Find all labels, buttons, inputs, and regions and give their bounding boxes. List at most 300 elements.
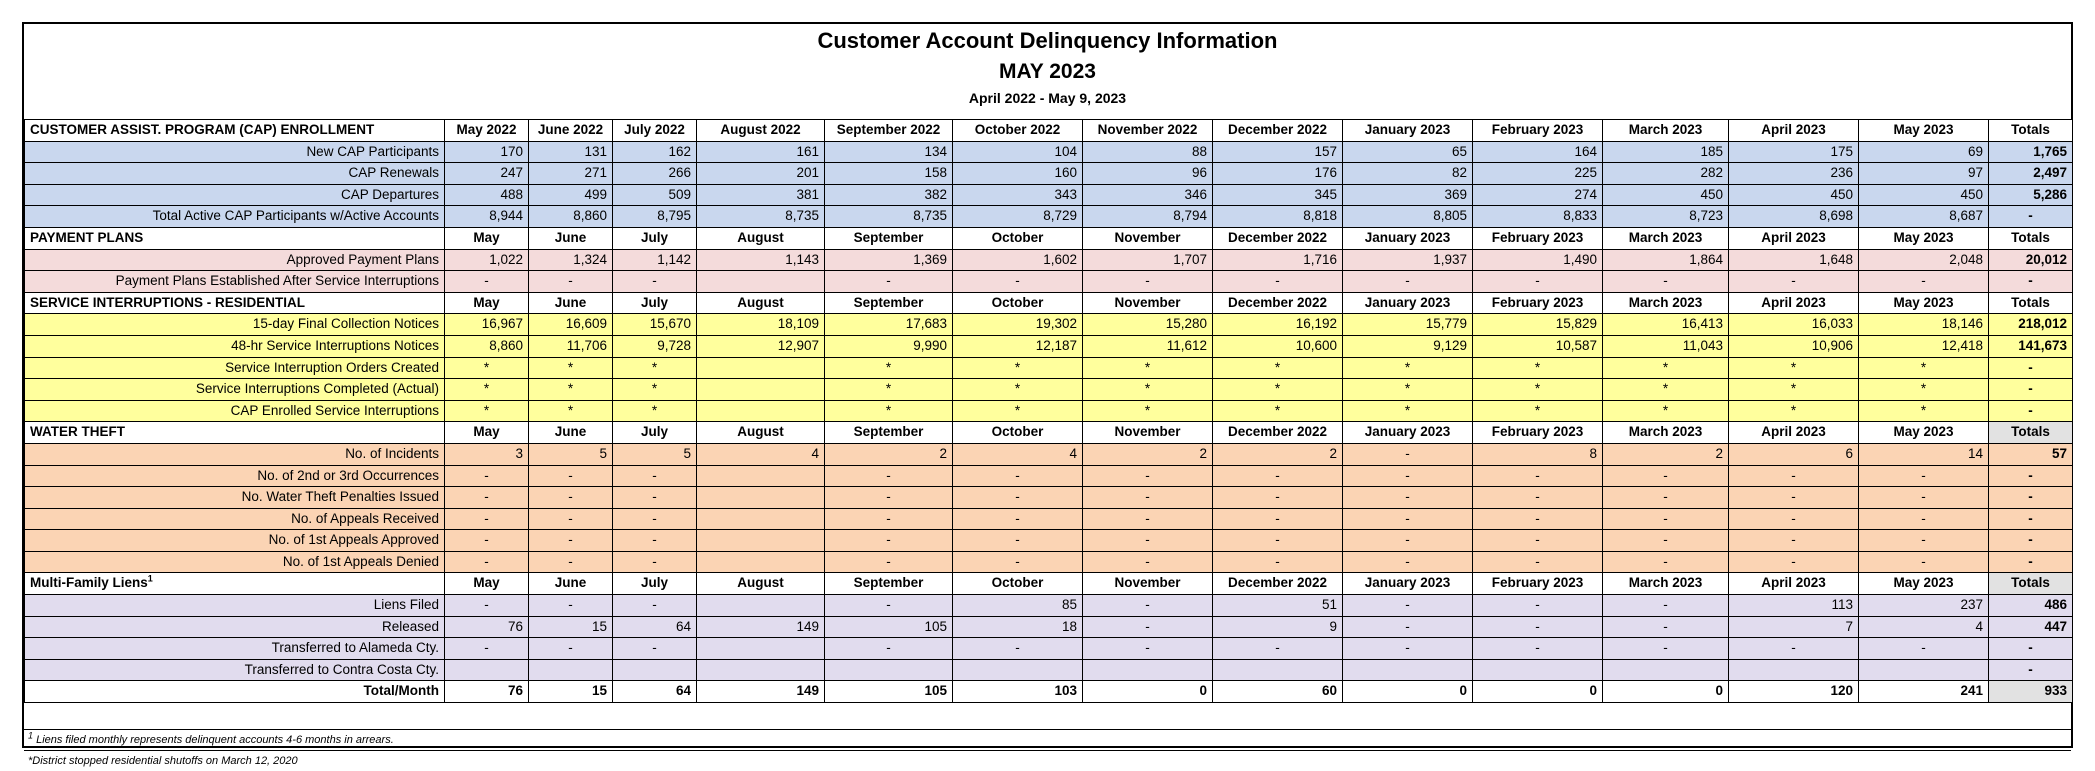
table-cell: * xyxy=(1343,379,1473,401)
table-cell: 201 xyxy=(697,163,825,185)
table-cell: * xyxy=(1859,379,1989,401)
table-cell xyxy=(1083,659,1213,681)
table-cell: - xyxy=(1343,638,1473,660)
table-cell: 8,729 xyxy=(953,206,1083,228)
table-cell: 11,706 xyxy=(529,335,613,357)
column-header: November xyxy=(1083,422,1213,444)
column-header: May xyxy=(445,292,529,314)
row-label: Liens Filed xyxy=(25,595,445,617)
table-cell: 15,280 xyxy=(1083,314,1213,336)
column-header: February 2023 xyxy=(1473,422,1603,444)
total-month-cell: 76 xyxy=(445,681,529,703)
table-cell: * xyxy=(445,357,529,379)
table-cell: * xyxy=(1859,357,1989,379)
column-header: May 2023 xyxy=(1859,422,1989,444)
table-cell: * xyxy=(1729,379,1859,401)
row-label: CAP Renewals xyxy=(25,163,445,185)
column-header: May 2023 xyxy=(1859,292,1989,314)
table-cell xyxy=(697,659,825,681)
table-row xyxy=(25,443,2073,465)
section-header-payment xyxy=(25,227,2073,249)
table-cell: 450 xyxy=(1729,184,1859,206)
row-total: 57 xyxy=(1989,443,2073,465)
table-cell: - xyxy=(825,271,953,293)
table-cell: * xyxy=(1729,357,1859,379)
column-header: May 2023 xyxy=(1859,120,1989,142)
table-cell: * xyxy=(529,400,613,422)
table-cell: - xyxy=(1729,551,1859,573)
column-header: September xyxy=(825,422,953,444)
row-total: 218,012 xyxy=(1989,314,2073,336)
table-cell: 11,612 xyxy=(1083,335,1213,357)
table-cell: - xyxy=(1343,595,1473,617)
table-cell: - xyxy=(1729,638,1859,660)
table-cell: - xyxy=(825,465,953,487)
column-header: August xyxy=(697,227,825,249)
row-total: - xyxy=(1989,487,2073,509)
column-header: January 2023 xyxy=(1343,573,1473,595)
table-cell xyxy=(697,487,825,509)
table-cell: - xyxy=(1343,271,1473,293)
table-cell: - xyxy=(1859,530,1989,552)
table-cell xyxy=(953,659,1083,681)
table-cell: - xyxy=(953,487,1083,509)
table-cell: * xyxy=(1859,400,1989,422)
table-cell: - xyxy=(529,508,613,530)
table-cell: 157 xyxy=(1213,141,1343,163)
table-cell: 381 xyxy=(697,184,825,206)
table-cell: - xyxy=(1603,616,1729,638)
table-cell: * xyxy=(1213,400,1343,422)
column-header: February 2023 xyxy=(1473,227,1603,249)
table-cell: 6 xyxy=(1729,443,1859,465)
footnote-liens: $^1$ Liens filed monthly represents delinquent accounts 4-6 months in arrears. xyxy=(24,729,2071,750)
row-total: - xyxy=(1989,379,2073,401)
table-cell: 176 xyxy=(1213,163,1343,185)
table-cell: - xyxy=(1473,638,1603,660)
table-cell: 5 xyxy=(613,443,697,465)
table-cell: 15,670 xyxy=(613,314,697,336)
table-cell xyxy=(697,638,825,660)
table-cell: * xyxy=(1213,357,1343,379)
table-cell: 1,142 xyxy=(613,249,697,271)
table-cell: - xyxy=(953,465,1083,487)
row-total: - xyxy=(1989,551,2073,573)
table-cell: * xyxy=(1473,379,1603,401)
table-cell: - xyxy=(1473,487,1603,509)
table-cell: - xyxy=(445,487,529,509)
table-cell: 2 xyxy=(1083,443,1213,465)
table-cell: - xyxy=(1343,508,1473,530)
column-header: May 2023 xyxy=(1859,227,1989,249)
table-cell: 11,043 xyxy=(1603,335,1729,357)
column-header: March 2023 xyxy=(1603,422,1729,444)
table-cell: 8,794 xyxy=(1083,206,1213,228)
table-cell xyxy=(1859,659,1989,681)
table-cell: * xyxy=(1603,379,1729,401)
grand-total: 933 xyxy=(1989,681,2073,703)
table-cell: * xyxy=(825,357,953,379)
table-cell: - xyxy=(953,551,1083,573)
table-row xyxy=(25,357,2073,379)
table-cell: 499 xyxy=(529,184,613,206)
footnotes xyxy=(24,729,2071,771)
table-cell: 1,369 xyxy=(825,249,953,271)
row-label: Payment Plans Established After Service Interruptions xyxy=(25,271,445,293)
table-cell: 282 xyxy=(1603,163,1729,185)
table-cell: 17,683 xyxy=(825,314,953,336)
table-row xyxy=(25,184,2073,206)
table-cell: * xyxy=(825,379,953,401)
table-cell: - xyxy=(1603,487,1729,509)
table-cell: - xyxy=(613,508,697,530)
table-cell: 7 xyxy=(1729,616,1859,638)
table-cell: 18,109 xyxy=(697,314,825,336)
table-cell: - xyxy=(825,551,953,573)
table-cell: 65 xyxy=(1343,141,1473,163)
table-cell: - xyxy=(825,595,953,617)
table-cell: - xyxy=(613,271,697,293)
column-header: June 2022 xyxy=(529,120,613,142)
table-cell: * xyxy=(1083,379,1213,401)
total-month-cell: 149 xyxy=(697,681,825,703)
table-cell: 1,937 xyxy=(1343,249,1473,271)
table-cell: * xyxy=(529,379,613,401)
table-cell: * xyxy=(1213,379,1343,401)
table-cell: 237 xyxy=(1859,595,1989,617)
table-cell: 4 xyxy=(697,443,825,465)
table-cell: - xyxy=(1603,595,1729,617)
row-label: No. of Incidents xyxy=(25,443,445,465)
table-cell: 2 xyxy=(825,443,953,465)
table-cell: - xyxy=(1213,638,1343,660)
table-cell: * xyxy=(1083,357,1213,379)
footnote-shutoffs: *District stopped residential shutoffs on March 12, 2020 xyxy=(24,750,2071,771)
column-header: Totals xyxy=(1989,120,2073,142)
table-cell: 10,587 xyxy=(1473,335,1603,357)
table-cell: * xyxy=(953,379,1083,401)
table-row xyxy=(25,141,2073,163)
table-cell: - xyxy=(1473,530,1603,552)
table-cell: 1,143 xyxy=(697,249,825,271)
column-header: May xyxy=(445,573,529,595)
row-total: - xyxy=(1989,638,2073,660)
table-cell: - xyxy=(1473,271,1603,293)
table-cell: 2 xyxy=(1603,443,1729,465)
row-label: No. Water Theft Penalties Issued xyxy=(25,487,445,509)
table-cell: - xyxy=(1083,508,1213,530)
table-cell: - xyxy=(1603,465,1729,487)
column-header: Totals xyxy=(1989,422,2073,444)
table-cell: 1,602 xyxy=(953,249,1083,271)
table-cell: 1,707 xyxy=(1083,249,1213,271)
table-cell: 343 xyxy=(953,184,1083,206)
table-cell: 88 xyxy=(1083,141,1213,163)
table-cell: 8,860 xyxy=(529,206,613,228)
column-header: December 2022 xyxy=(1213,422,1343,444)
table-cell: 5 xyxy=(529,443,613,465)
table-cell: 12,418 xyxy=(1859,335,1989,357)
table-cell: - xyxy=(613,595,697,617)
table-cell xyxy=(1213,659,1343,681)
table-cell: * xyxy=(613,379,697,401)
table-cell: - xyxy=(445,530,529,552)
table-cell: 266 xyxy=(613,163,697,185)
table-cell xyxy=(697,595,825,617)
table-cell: - xyxy=(529,530,613,552)
table-cell: 2 xyxy=(1213,443,1343,465)
table-cell: * xyxy=(1473,400,1603,422)
table-cell: - xyxy=(1729,530,1859,552)
table-cell: * xyxy=(953,357,1083,379)
table-cell: - xyxy=(613,530,697,552)
row-label: 15-day Final Collection Notices xyxy=(25,314,445,336)
row-total: 486 xyxy=(1989,595,2073,617)
row-label: CAP Enrolled Service Interruptions xyxy=(25,400,445,422)
column-header: April 2023 xyxy=(1729,120,1859,142)
table-row xyxy=(25,400,2073,422)
table-cell: 488 xyxy=(445,184,529,206)
table-cell: 4 xyxy=(1859,616,1989,638)
table-cell: 85 xyxy=(953,595,1083,617)
column-header: May 2022 xyxy=(445,120,529,142)
table-cell: 345 xyxy=(1213,184,1343,206)
table-cell: - xyxy=(1473,551,1603,573)
total-month-label: Total/Month xyxy=(25,681,445,703)
table-cell: 14 xyxy=(1859,443,1989,465)
table-cell: 97 xyxy=(1859,163,1989,185)
table-cell: * xyxy=(613,357,697,379)
table-cell: * xyxy=(529,357,613,379)
table-row xyxy=(25,595,2073,617)
column-header: March 2023 xyxy=(1603,120,1729,142)
table-cell: 15 xyxy=(529,616,613,638)
table-cell xyxy=(825,659,953,681)
column-header: July xyxy=(613,573,697,595)
column-header: April 2023 xyxy=(1729,292,1859,314)
table-cell: 164 xyxy=(1473,141,1603,163)
table-cell: - xyxy=(445,638,529,660)
row-total: - xyxy=(1989,400,2073,422)
table-cell xyxy=(697,379,825,401)
section-title: Multi-Family Liens$^1$ xyxy=(25,573,445,595)
table-cell: - xyxy=(1083,616,1213,638)
table-cell: - xyxy=(1729,487,1859,509)
table-cell: 8,833 xyxy=(1473,206,1603,228)
table-cell: * xyxy=(1343,400,1473,422)
table-cell: - xyxy=(1473,595,1603,617)
table-cell: - xyxy=(1603,508,1729,530)
row-total: 447 xyxy=(1989,616,2073,638)
table-cell: 131 xyxy=(529,141,613,163)
column-header: August xyxy=(697,573,825,595)
column-header: July xyxy=(613,227,697,249)
table-cell: - xyxy=(529,271,613,293)
row-total: 2,497 xyxy=(1989,163,2073,185)
table-cell: 346 xyxy=(1083,184,1213,206)
report-title: Customer Account Delinquency Information xyxy=(817,28,1278,53)
table-cell: 274 xyxy=(1473,184,1603,206)
table-cell: 9 xyxy=(1213,616,1343,638)
table-cell: 8 xyxy=(1473,443,1603,465)
column-header: February 2023 xyxy=(1473,120,1603,142)
row-total: - xyxy=(1989,465,2073,487)
table-cell: * xyxy=(825,400,953,422)
row-label: Total Active CAP Participants w/Active Accounts xyxy=(25,206,445,228)
table-row xyxy=(25,379,2073,401)
table-cell: * xyxy=(953,400,1083,422)
total-month-cell: 0 xyxy=(1603,681,1729,703)
table-cell xyxy=(1473,659,1603,681)
table-cell: 16,609 xyxy=(529,314,613,336)
table-cell xyxy=(697,400,825,422)
table-row xyxy=(25,638,2073,660)
table-cell: 509 xyxy=(613,184,697,206)
column-header: June xyxy=(529,292,613,314)
column-header: June xyxy=(529,573,613,595)
column-header: November xyxy=(1083,573,1213,595)
column-header: May xyxy=(445,227,529,249)
column-header: May xyxy=(445,422,529,444)
table-cell: - xyxy=(529,638,613,660)
table-row xyxy=(25,487,2073,509)
table-cell: 18 xyxy=(953,616,1083,638)
total-month-row xyxy=(25,681,2073,703)
report-month: MAY 2023 xyxy=(999,60,1096,83)
table-cell: - xyxy=(1473,508,1603,530)
row-label: Released xyxy=(25,616,445,638)
section-title: CUSTOMER ASSIST. PROGRAM (CAP) ENROLLMENT xyxy=(25,120,445,142)
table-cell: 162 xyxy=(613,141,697,163)
table-cell: - xyxy=(825,508,953,530)
column-header: July 2022 xyxy=(613,120,697,142)
table-cell: 8,805 xyxy=(1343,206,1473,228)
row-label: Service Interruption Orders Created xyxy=(25,357,445,379)
table-cell: - xyxy=(1343,443,1473,465)
table-cell: 3 xyxy=(445,443,529,465)
table-cell: - xyxy=(1213,271,1343,293)
column-header: February 2023 xyxy=(1473,292,1603,314)
column-header: September 2022 xyxy=(825,120,953,142)
table-cell: - xyxy=(1083,271,1213,293)
table-cell: 450 xyxy=(1859,184,1989,206)
table-cell: 8,735 xyxy=(825,206,953,228)
column-header: February 2023 xyxy=(1473,573,1603,595)
table-cell: 185 xyxy=(1603,141,1729,163)
column-header: January 2023 xyxy=(1343,227,1473,249)
table-cell: - xyxy=(613,638,697,660)
table-cell: 2,048 xyxy=(1859,249,1989,271)
table-row xyxy=(25,271,2073,293)
table-cell: - xyxy=(1213,530,1343,552)
column-header: May 2023 xyxy=(1859,573,1989,595)
table-cell: 8,795 xyxy=(613,206,697,228)
table-cell: 12,187 xyxy=(953,335,1083,357)
column-header: July xyxy=(613,292,697,314)
table-cell: 1,490 xyxy=(1473,249,1603,271)
table-cell: 170 xyxy=(445,141,529,163)
table-cell xyxy=(697,508,825,530)
table-cell: 113 xyxy=(1729,595,1859,617)
row-label: CAP Departures xyxy=(25,184,445,206)
table-row xyxy=(25,551,2073,573)
row-label: 48-hr Service Interruptions Notices xyxy=(25,335,445,357)
row-label: Transferred to Contra Costa Cty. xyxy=(25,659,445,681)
table-cell: - xyxy=(1213,551,1343,573)
table-row xyxy=(25,659,2073,681)
table-cell: - xyxy=(1729,508,1859,530)
table-cell xyxy=(445,659,529,681)
table-cell: 9,990 xyxy=(825,335,953,357)
table-cell: * xyxy=(1083,400,1213,422)
table-cell: - xyxy=(1083,595,1213,617)
table-cell: 10,906 xyxy=(1729,335,1859,357)
table-cell: - xyxy=(1083,465,1213,487)
table-cell: - xyxy=(953,638,1083,660)
table-cell: - xyxy=(445,465,529,487)
column-header: August xyxy=(697,292,825,314)
table-cell: - xyxy=(825,487,953,509)
table-cell: 16,413 xyxy=(1603,314,1729,336)
table-cell: - xyxy=(613,487,697,509)
column-header: January 2023 xyxy=(1343,292,1473,314)
table-cell: 96 xyxy=(1083,163,1213,185)
column-header: June xyxy=(529,422,613,444)
table-cell: - xyxy=(529,465,613,487)
table-cell: - xyxy=(613,465,697,487)
column-header: Totals xyxy=(1989,573,2073,595)
table-cell: - xyxy=(529,595,613,617)
table-cell: * xyxy=(445,379,529,401)
table-cell: - xyxy=(529,551,613,573)
table-cell: - xyxy=(1603,638,1729,660)
column-header: November 2022 xyxy=(1083,120,1213,142)
table-cell: - xyxy=(1603,530,1729,552)
table-row xyxy=(25,163,2073,185)
row-total: - xyxy=(1989,357,2073,379)
table-cell: - xyxy=(1729,271,1859,293)
table-cell: - xyxy=(529,487,613,509)
table-cell: - xyxy=(1213,465,1343,487)
table-cell: - xyxy=(1083,551,1213,573)
table-cell: - xyxy=(445,508,529,530)
table-cell: - xyxy=(1083,638,1213,660)
table-cell: - xyxy=(1859,465,1989,487)
section-title: WATER THEFT xyxy=(25,422,445,444)
table-cell: 64 xyxy=(613,616,697,638)
table-cell: 271 xyxy=(529,163,613,185)
table-cell: 105 xyxy=(825,616,953,638)
section-header-theft xyxy=(25,422,2073,444)
column-header: December 2022 xyxy=(1213,227,1343,249)
row-label: No. of 1st Appeals Approved xyxy=(25,530,445,552)
table-cell: - xyxy=(445,271,529,293)
table-cell: - xyxy=(1343,530,1473,552)
table-cell: 15,779 xyxy=(1343,314,1473,336)
row-total: 1,765 xyxy=(1989,141,2073,163)
table-cell: * xyxy=(613,400,697,422)
table-cell: 382 xyxy=(825,184,953,206)
column-header: January 2023 xyxy=(1343,120,1473,142)
table-cell: - xyxy=(1859,638,1989,660)
row-label: Transferred to Alameda Cty. xyxy=(25,638,445,660)
table-cell: 450 xyxy=(1603,184,1729,206)
table-cell: 1,022 xyxy=(445,249,529,271)
row-total: 141,673 xyxy=(1989,335,2073,357)
table-cell: - xyxy=(1859,487,1989,509)
row-total: - xyxy=(1989,271,2073,293)
table-cell: 236 xyxy=(1729,163,1859,185)
